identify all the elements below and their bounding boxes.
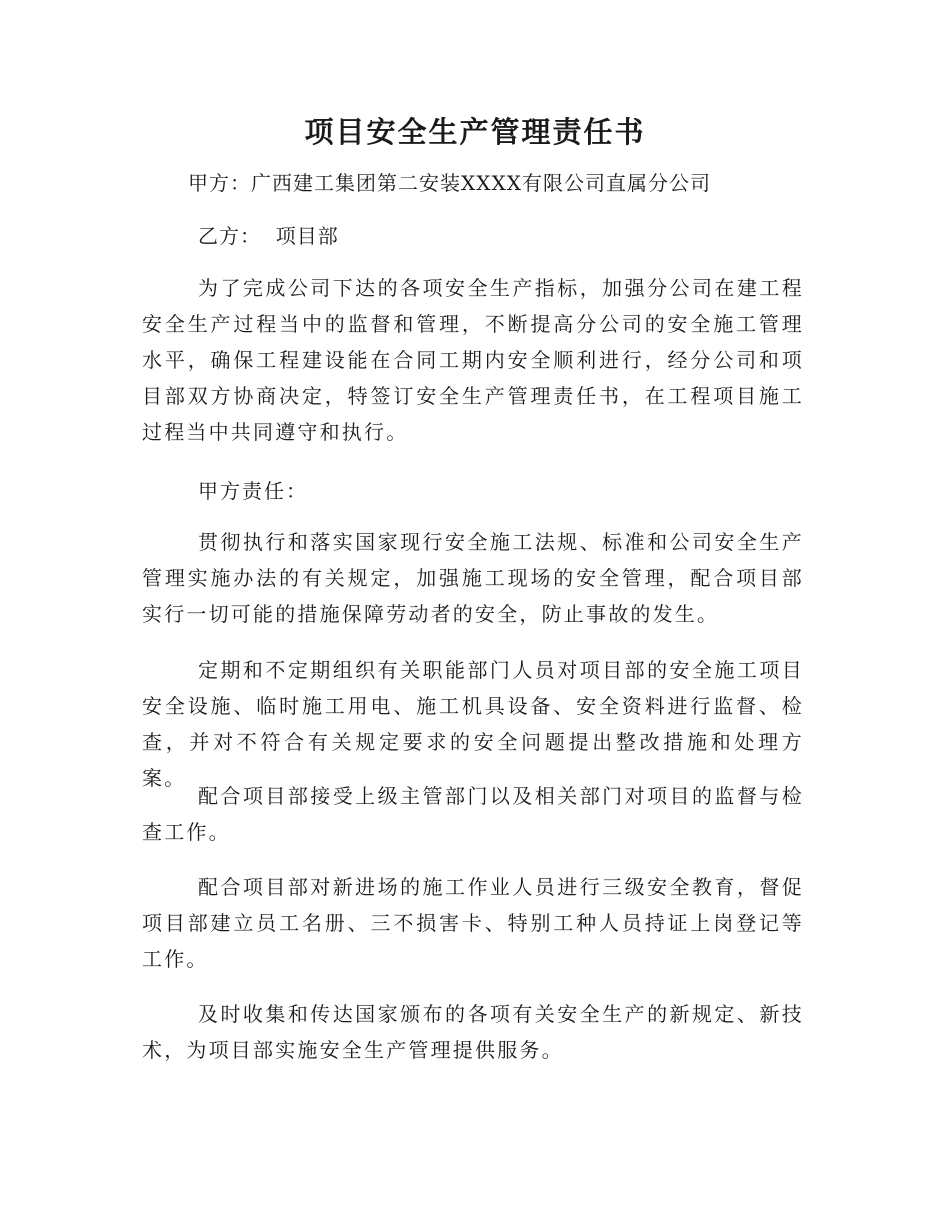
duty-paragraph-3: 配合项目部接受上级主管部门以及相关部门对项目的监督与检查工作。 <box>142 784 804 844</box>
duty-paragraph-2: 定期和不定期组织有关职能部门人员对项目部的安全施工项目安全设施、临时施工用电、施工机具设备、安全资料进行监督、检查，并对不符合有关规定要求的安全问题提出整改措施和处理方案。 <box>142 658 804 790</box>
party-b-line: 乙方： 项目部 <box>198 224 339 248</box>
party-a-duties-heading: 甲方责任： <box>198 479 308 503</box>
duty-paragraph-1: 贯彻执行和落实国家现行安全施工法规、标准和公司安全生产管理实施办法的有关规定，加强施工现场的安全管理，配合项目部实行一切可能的措施保障劳动者的安全，防止事故的发生。 <box>142 530 804 626</box>
party-a-line: 甲方：广西建工集团第二安装XXXX有限公司直属分公司 <box>188 171 711 195</box>
document-title: 项目安全生产管理责任书 <box>304 115 646 149</box>
intro-paragraph: 为了完成公司下达的各项安全生产指标，加强分公司在建工程安全生产过程当中的监督和管理，不断提高分公司的安全施工管理水平，确保工程建设能在合同工期内安全顺利进行，经分公司和项目部双方协商决定，特签订安全生产管理责任书，在工程项目施工过程当中共同遵守和执行。 <box>142 276 804 444</box>
duty-paragraph-5: 及时收集和传达国家颁布的各项有关安全生产的新规定、新技术，为项目部实施安全生产管理提供服务。 <box>142 1002 804 1062</box>
duty-paragraph-4: 配合项目部对新进场的施工作业人员进行三级安全教育，督促项目部建立员工名册、三不损害卡、特别工种人员持证上岗登记等工作。 <box>142 875 804 971</box>
